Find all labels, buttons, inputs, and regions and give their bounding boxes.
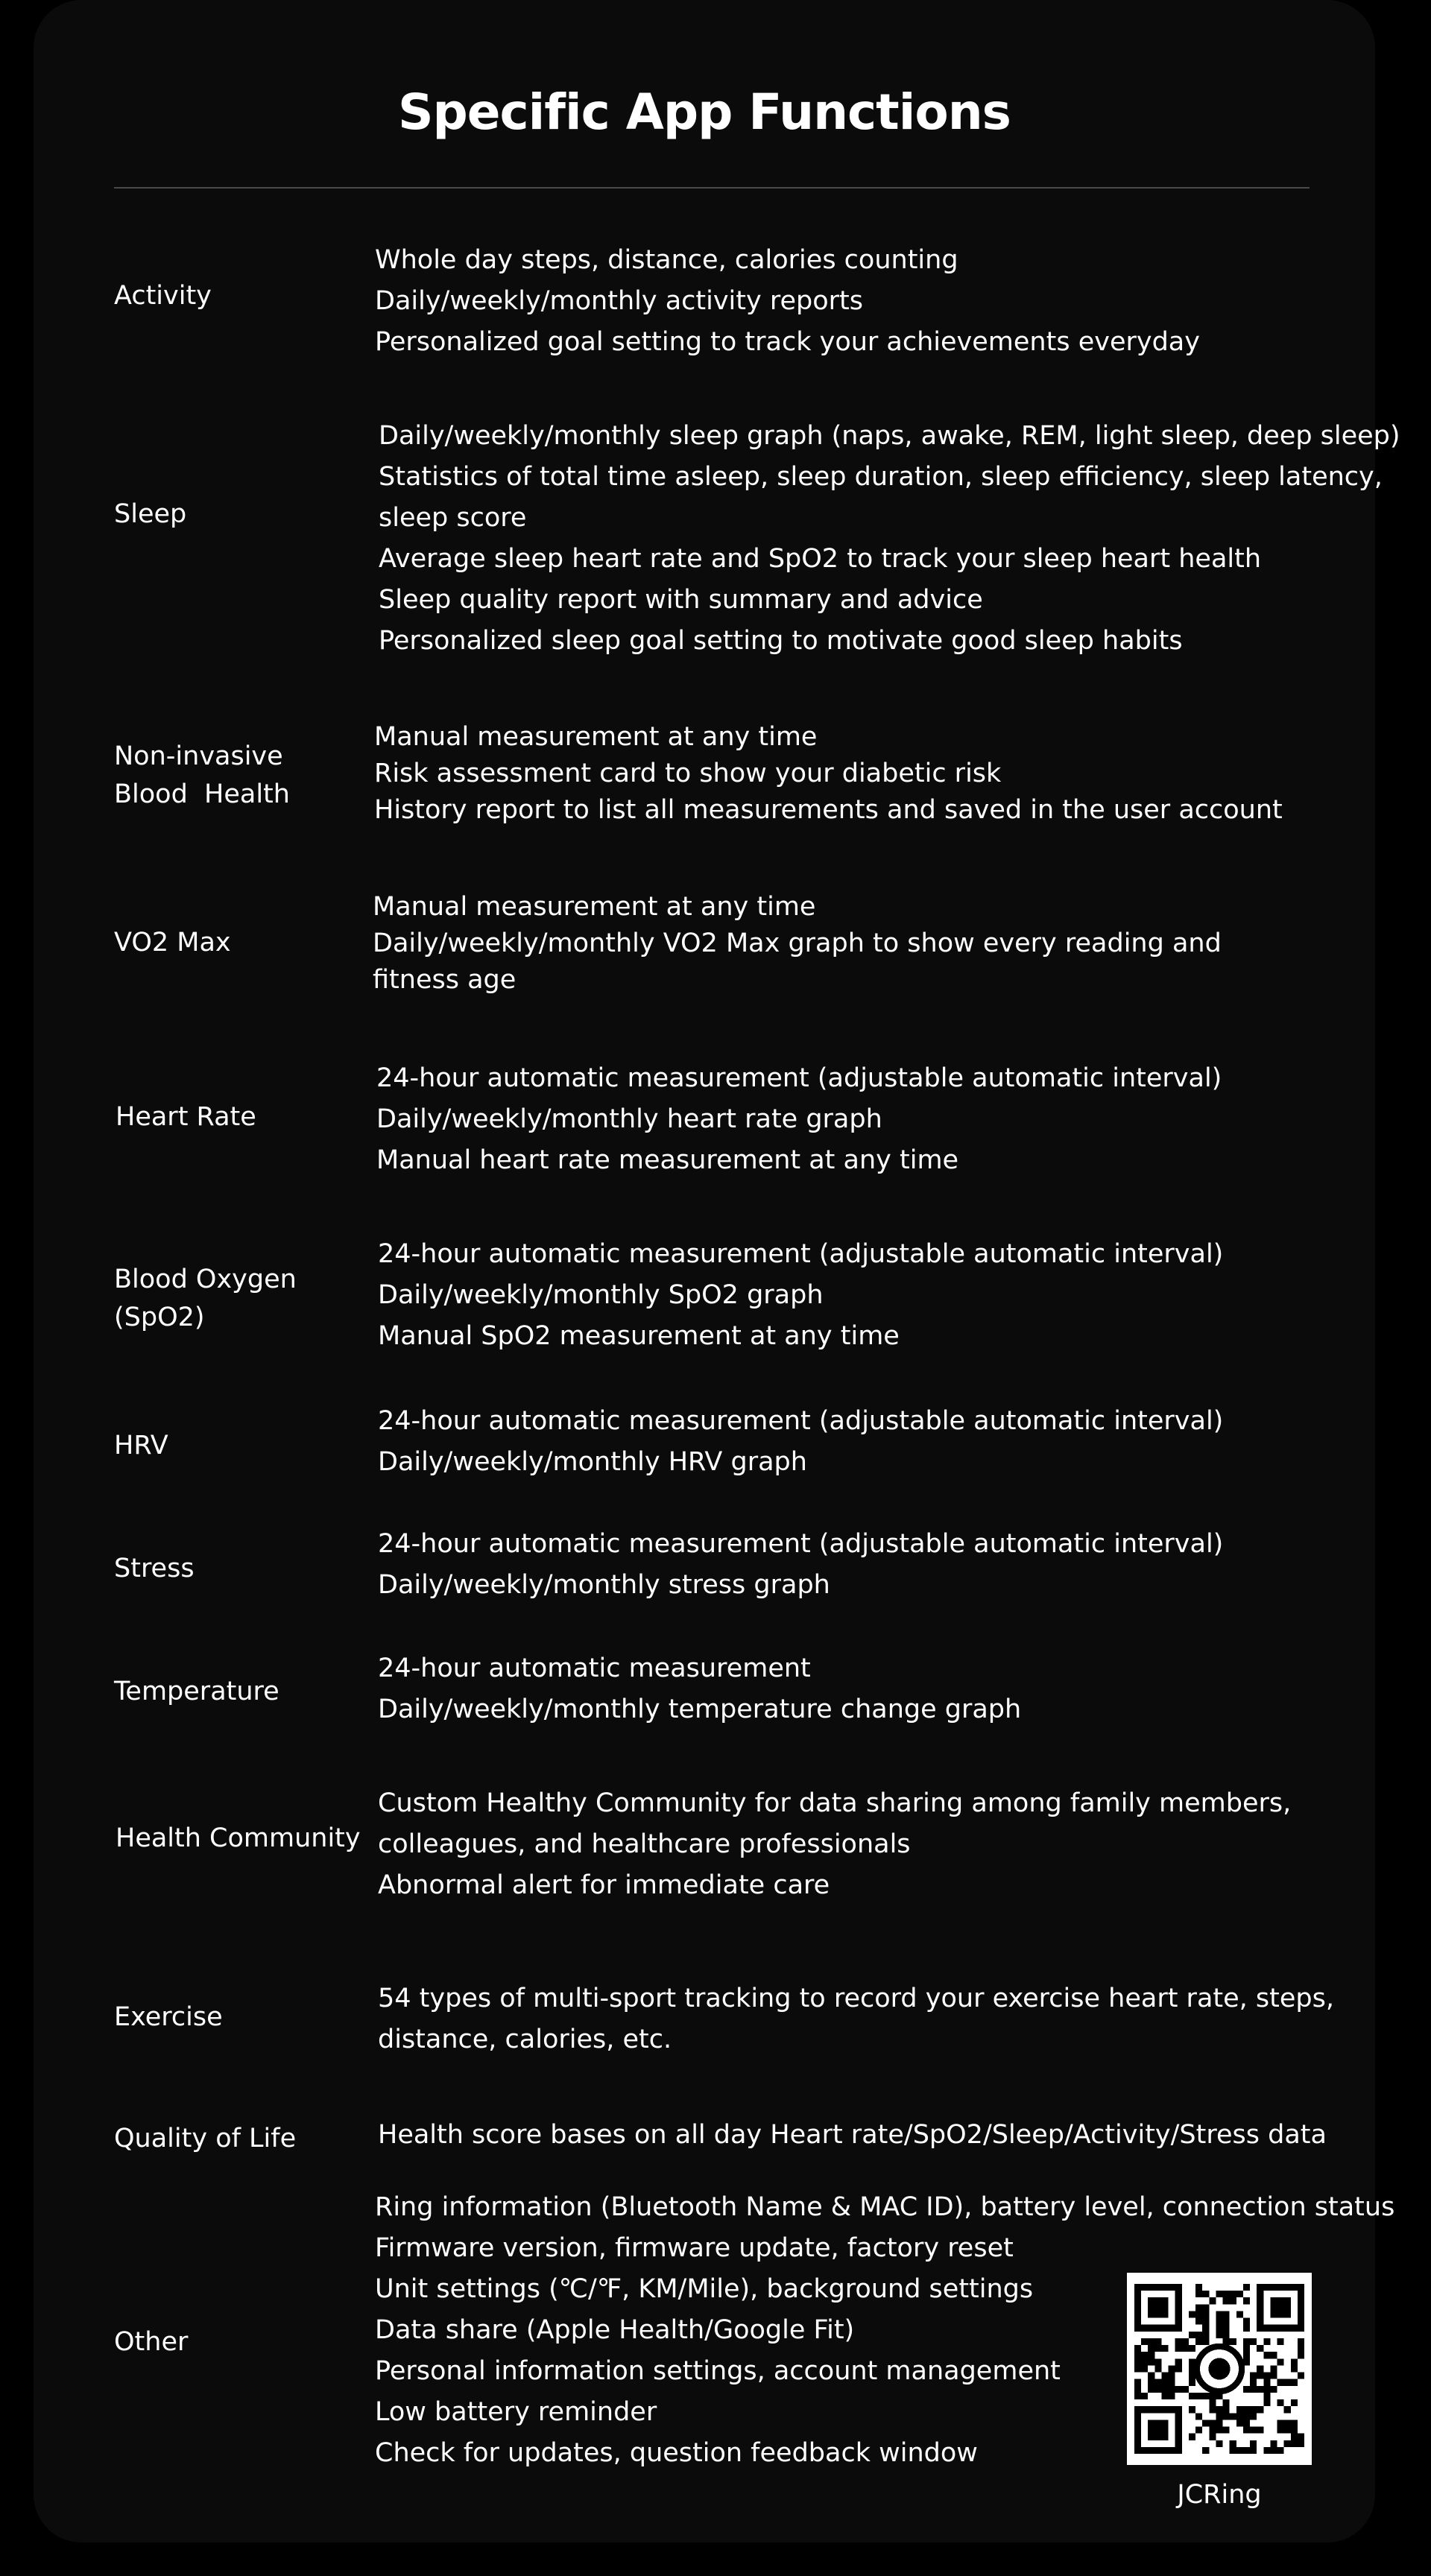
feature-item: Statistics of total time asleep, sleep duration, sleep efficiency, sleep latency, (379, 462, 1383, 492)
category-label-hrv (114, 1427, 168, 1465)
feature-item: Risk assessment card to show your diabetic risk (374, 759, 1002, 788)
feature-item: History report to list all measurements and saved in the user account (374, 795, 1283, 825)
feature-item: Manual SpO2 measurement at any time (378, 1321, 900, 1351)
category-label-line: Other (114, 2327, 189, 2357)
category-label-line: Health Community (116, 1823, 361, 1853)
category-label-sleep (114, 496, 186, 534)
page-title: Specific App Functions (398, 83, 1011, 141)
category-label-other (114, 2323, 188, 2361)
qr-code-icon[interactable] (1127, 2273, 1312, 2465)
feature-item: Daily/weekly/monthly SpO2 graph (378, 1280, 824, 1310)
category-label-health-community (116, 1820, 361, 1858)
feature-item: Daily/weekly/monthly stress graph (378, 1570, 830, 1600)
category-label-stress (114, 1550, 195, 1588)
feature-item: Unit settings (℃/℉, KM/Mile), background settings (375, 2274, 1034, 2304)
feature-item: Manual heart rate measurement at any time (376, 1145, 959, 1175)
category-label-line: HRV (114, 1431, 168, 1461)
feature-item: Daily/weekly/monthly temperature change graph (378, 1694, 1022, 1724)
category-label-line: (SpO2) (114, 1303, 205, 1332)
feature-list-temperature (378, 1648, 1347, 1730)
feature-list-activity (375, 240, 1344, 363)
feature-item: Daily/weekly/monthly activity reports (375, 286, 863, 316)
feature-item: fitness age (373, 965, 517, 995)
category-label-line: Heart Rate (116, 1102, 256, 1132)
feature-item: Sleep quality report with summary and advice (379, 585, 983, 615)
feature-item: Manual measurement at any time (373, 892, 816, 922)
category-label-line: Activity (114, 281, 212, 311)
category-label-line: Exercise (114, 2002, 223, 2032)
feature-item: Daily/weekly/monthly VO2 Max graph to show every reading and (373, 928, 1222, 958)
feature-item: Average sleep heart rate and SpO2 to track your sleep heart health (379, 544, 1262, 574)
category-label-line: Blood Health (114, 779, 290, 809)
feature-list-stress (378, 1524, 1347, 1606)
qr-block (1127, 2273, 1312, 2510)
feature-item: Whole day steps, distance, calories counting (375, 245, 958, 275)
qr-caption: JCRing (1177, 2480, 1262, 2510)
feature-item: Daily/weekly/monthly sleep graph (naps, awake, REM, light sleep, deep sleep) (379, 421, 1400, 451)
category-label-line: Sleep (114, 499, 187, 529)
category-label-exercise (114, 1999, 223, 2037)
category-label-non-invasive-blood-health (114, 738, 290, 814)
category-label-line: Temperature (114, 1677, 279, 1706)
feature-item: Manual measurement at any time (374, 722, 818, 752)
feature-list-health-community (378, 1783, 1347, 1906)
feature-item: Check for updates, question feedback window (375, 2438, 978, 2468)
feature-item: 24-hour automatic measurement (adjustable automatic interval) (378, 1529, 1224, 1559)
feature-item: Daily/weekly/monthly HRV graph (378, 1447, 807, 1477)
category-label-line: Quality of Life (114, 2124, 297, 2153)
category-label-activity (114, 277, 212, 315)
feature-item: 54 types of multi-sport tracking to record your exercise heart rate, steps, (378, 1984, 1334, 2013)
feature-item: colleagues, and healthcare professionals (378, 1829, 911, 1859)
category-label-vo2-max (114, 924, 231, 962)
category-label-line: Non-invasive (114, 741, 283, 771)
feature-item: 24-hour automatic measurement (adjustable automatic interval) (378, 1406, 1224, 1436)
feature-item: Ring information (Bluetooth Name & MAC ID), battery level, connection status (375, 2192, 1395, 2222)
feature-item: Personalized sleep goal setting to motivate good sleep habits (379, 626, 1183, 656)
title-divider (114, 187, 1310, 189)
feature-item: Custom Healthy Community for data sharing among family members, (378, 1788, 1292, 1818)
feature-item: Abnormal alert for immediate care (378, 1870, 830, 1900)
feature-item: Firmware version, firmware update, factory reset (375, 2233, 1014, 2263)
feature-item: Data share (Apple Health/Google Fit) (375, 2315, 855, 2345)
feature-card (34, 0, 1400, 2542)
feature-list-non-invasive-blood-health (374, 719, 1343, 829)
feature-item: Daily/weekly/monthly heart rate graph (376, 1104, 882, 1134)
feature-list-sleep (379, 416, 1400, 662)
category-label-line: Stress (114, 1554, 195, 1583)
feature-list-exercise (378, 1978, 1347, 2060)
category-label-quality-of-life (114, 2120, 296, 2158)
feature-list-heart-rate (376, 1058, 1345, 1181)
category-label-line: VO2 Max (114, 928, 231, 958)
feature-item: distance, calories, etc. (378, 2025, 672, 2054)
feature-list-vo2-max (373, 889, 1342, 999)
feature-item: sleep score (379, 503, 527, 533)
feature-item: Personalized goal setting to track your achievements everyday (375, 327, 1200, 357)
feature-item: 24-hour automatic measurement (378, 1653, 811, 1683)
feature-list-hrv (378, 1401, 1347, 1483)
feature-item: Personal information settings, account management (375, 2356, 1061, 2386)
category-label-line: Blood Oxygen (114, 1265, 297, 1294)
category-label-temperature (114, 1673, 279, 1711)
category-label-heart-rate (116, 1098, 256, 1136)
feature-item: Health score bases on all day Heart rate/SpO2/Sleep/Activity/Stress data (378, 2120, 1327, 2150)
qr-code-graphic (1134, 2282, 1304, 2456)
feature-item: 24-hour automatic measurement (adjustable automatic interval) (376, 1063, 1222, 1093)
feature-list-blood-oxygen-spo2 (378, 1234, 1347, 1357)
category-label-blood-oxygen-spo2 (114, 1261, 297, 1337)
feature-item: 24-hour automatic measurement (adjustable automatic interval) (378, 1239, 1224, 1269)
feature-item: Low battery reminder (375, 2397, 657, 2427)
feature-list-quality-of-life (378, 2115, 1347, 2156)
